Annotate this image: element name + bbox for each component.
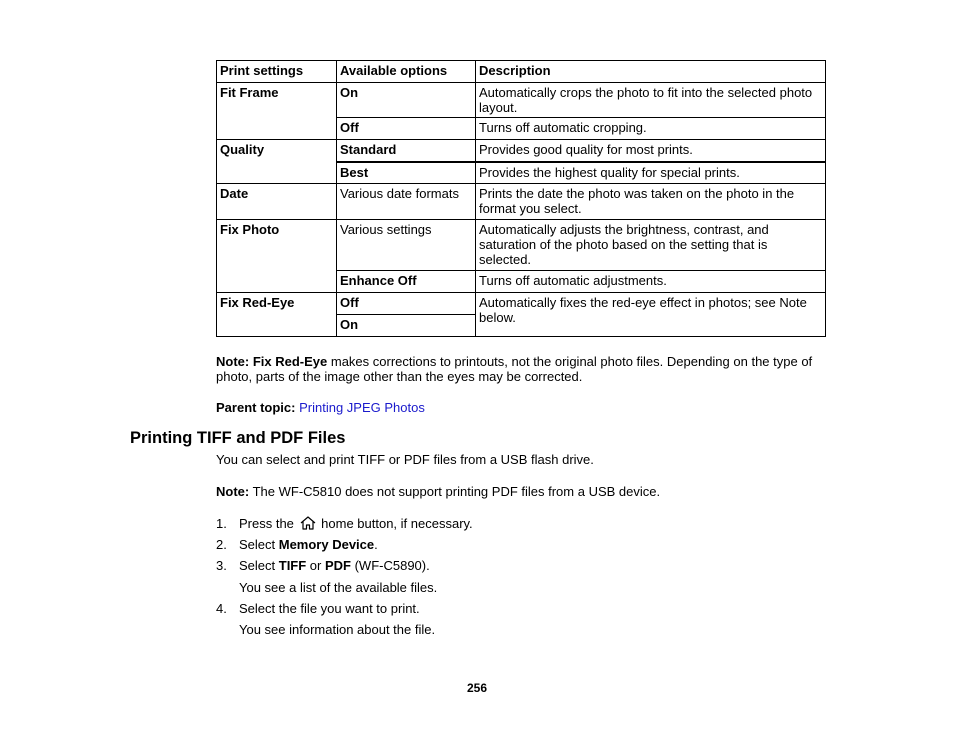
option-description: Automatically adjusts the brightness, contrast, and saturation of the photo based on the setting that is selected. (476, 220, 826, 271)
page-number: 256 (466, 681, 488, 695)
step-text-part: . (374, 537, 378, 552)
option-description: Turns off automatic cropping. (476, 118, 826, 140)
option-description: Automatically fixes the red-eye effect in photos; see Note below. (476, 293, 826, 337)
step-number: 2. (216, 537, 227, 552)
step-text-part: (WF-C5890). (350, 558, 430, 573)
note-fix-red-eye (216, 354, 822, 384)
option-value: Best (337, 162, 476, 184)
setting-name: Fix Red-Eye (217, 293, 337, 337)
column-header: Description (476, 61, 826, 83)
option-value: On (337, 83, 476, 118)
setting-name: Fix Photo (217, 220, 337, 293)
parent-topic (216, 400, 425, 415)
table-header-row (217, 61, 826, 83)
option-value: Off (337, 293, 476, 315)
table-row (217, 140, 826, 163)
setting-name: Quality (217, 140, 337, 184)
step-number: 4. (216, 601, 227, 616)
step-ui-term: Memory Device (278, 537, 375, 552)
option-description: Provides good quality for most prints. (476, 140, 826, 163)
step-text-part: Select (239, 558, 279, 573)
step-text (239, 558, 430, 573)
option-description: Provides the highest quality for special prints. (476, 162, 826, 184)
section-heading: Printing TIFF and PDF Files (130, 429, 346, 447)
setting-name: Fit Frame (217, 83, 337, 140)
option-value: On (337, 315, 476, 337)
step-result: You see information about the file. (239, 622, 436, 637)
step-text-part: Press the (239, 516, 294, 531)
note-text: makes corrections to printouts, not the original photo files. Depending on the type of photo, parts of the image other than the eyes may be corrected. (216, 354, 813, 384)
step-result: You see a list of the available files. (239, 580, 438, 595)
home-icon (300, 516, 316, 530)
step-number: 3. (216, 558, 227, 573)
option-description: Turns off automatic adjustments. (476, 271, 826, 293)
option-description: Automatically crops the photo to fit into the selected photo layout. (476, 83, 826, 118)
print-settings-table (216, 60, 826, 337)
step-text-part: Select (239, 537, 279, 552)
note-label: Note: (216, 484, 250, 499)
table-row (217, 293, 826, 315)
step-text-part: home button, if necessary. (317, 516, 473, 531)
note-term: Fix Red-Eye (252, 354, 328, 369)
table-row (217, 83, 826, 118)
step-text (239, 516, 473, 531)
column-header: Available options (337, 61, 476, 83)
setting-name: Date (217, 184, 337, 220)
option-description: Prints the date the photo was taken on the photo in the format you select. (476, 184, 826, 220)
table-row (217, 220, 826, 271)
intro-paragraph: You can select and print TIFF or PDF files from a USB flash drive. (216, 452, 594, 467)
step-ui-term: TIFF (278, 558, 307, 573)
step-text: Select the file you want to print. (239, 601, 420, 616)
step-number: 1. (216, 516, 227, 531)
option-value: Standard (337, 140, 476, 163)
step-text-part: or (306, 558, 325, 573)
step-ui-term: PDF (324, 558, 351, 573)
parent-topic-link[interactable]: Printing JPEG Photos (299, 400, 425, 415)
note-text: The WF-C5810 does not support printing PDF files from a USB device. (249, 484, 661, 499)
column-header: Print settings (217, 61, 337, 83)
parent-topic-label: Parent topic: (216, 400, 296, 415)
option-value: Enhance Off (337, 271, 476, 293)
table-row (217, 184, 826, 220)
option-value: Various date formats (337, 184, 476, 220)
note-label: Note: (216, 354, 250, 369)
step-text (239, 537, 378, 552)
note-pdf-support (216, 484, 660, 499)
option-value: Off (337, 118, 476, 140)
option-value: Various settings (337, 220, 476, 271)
